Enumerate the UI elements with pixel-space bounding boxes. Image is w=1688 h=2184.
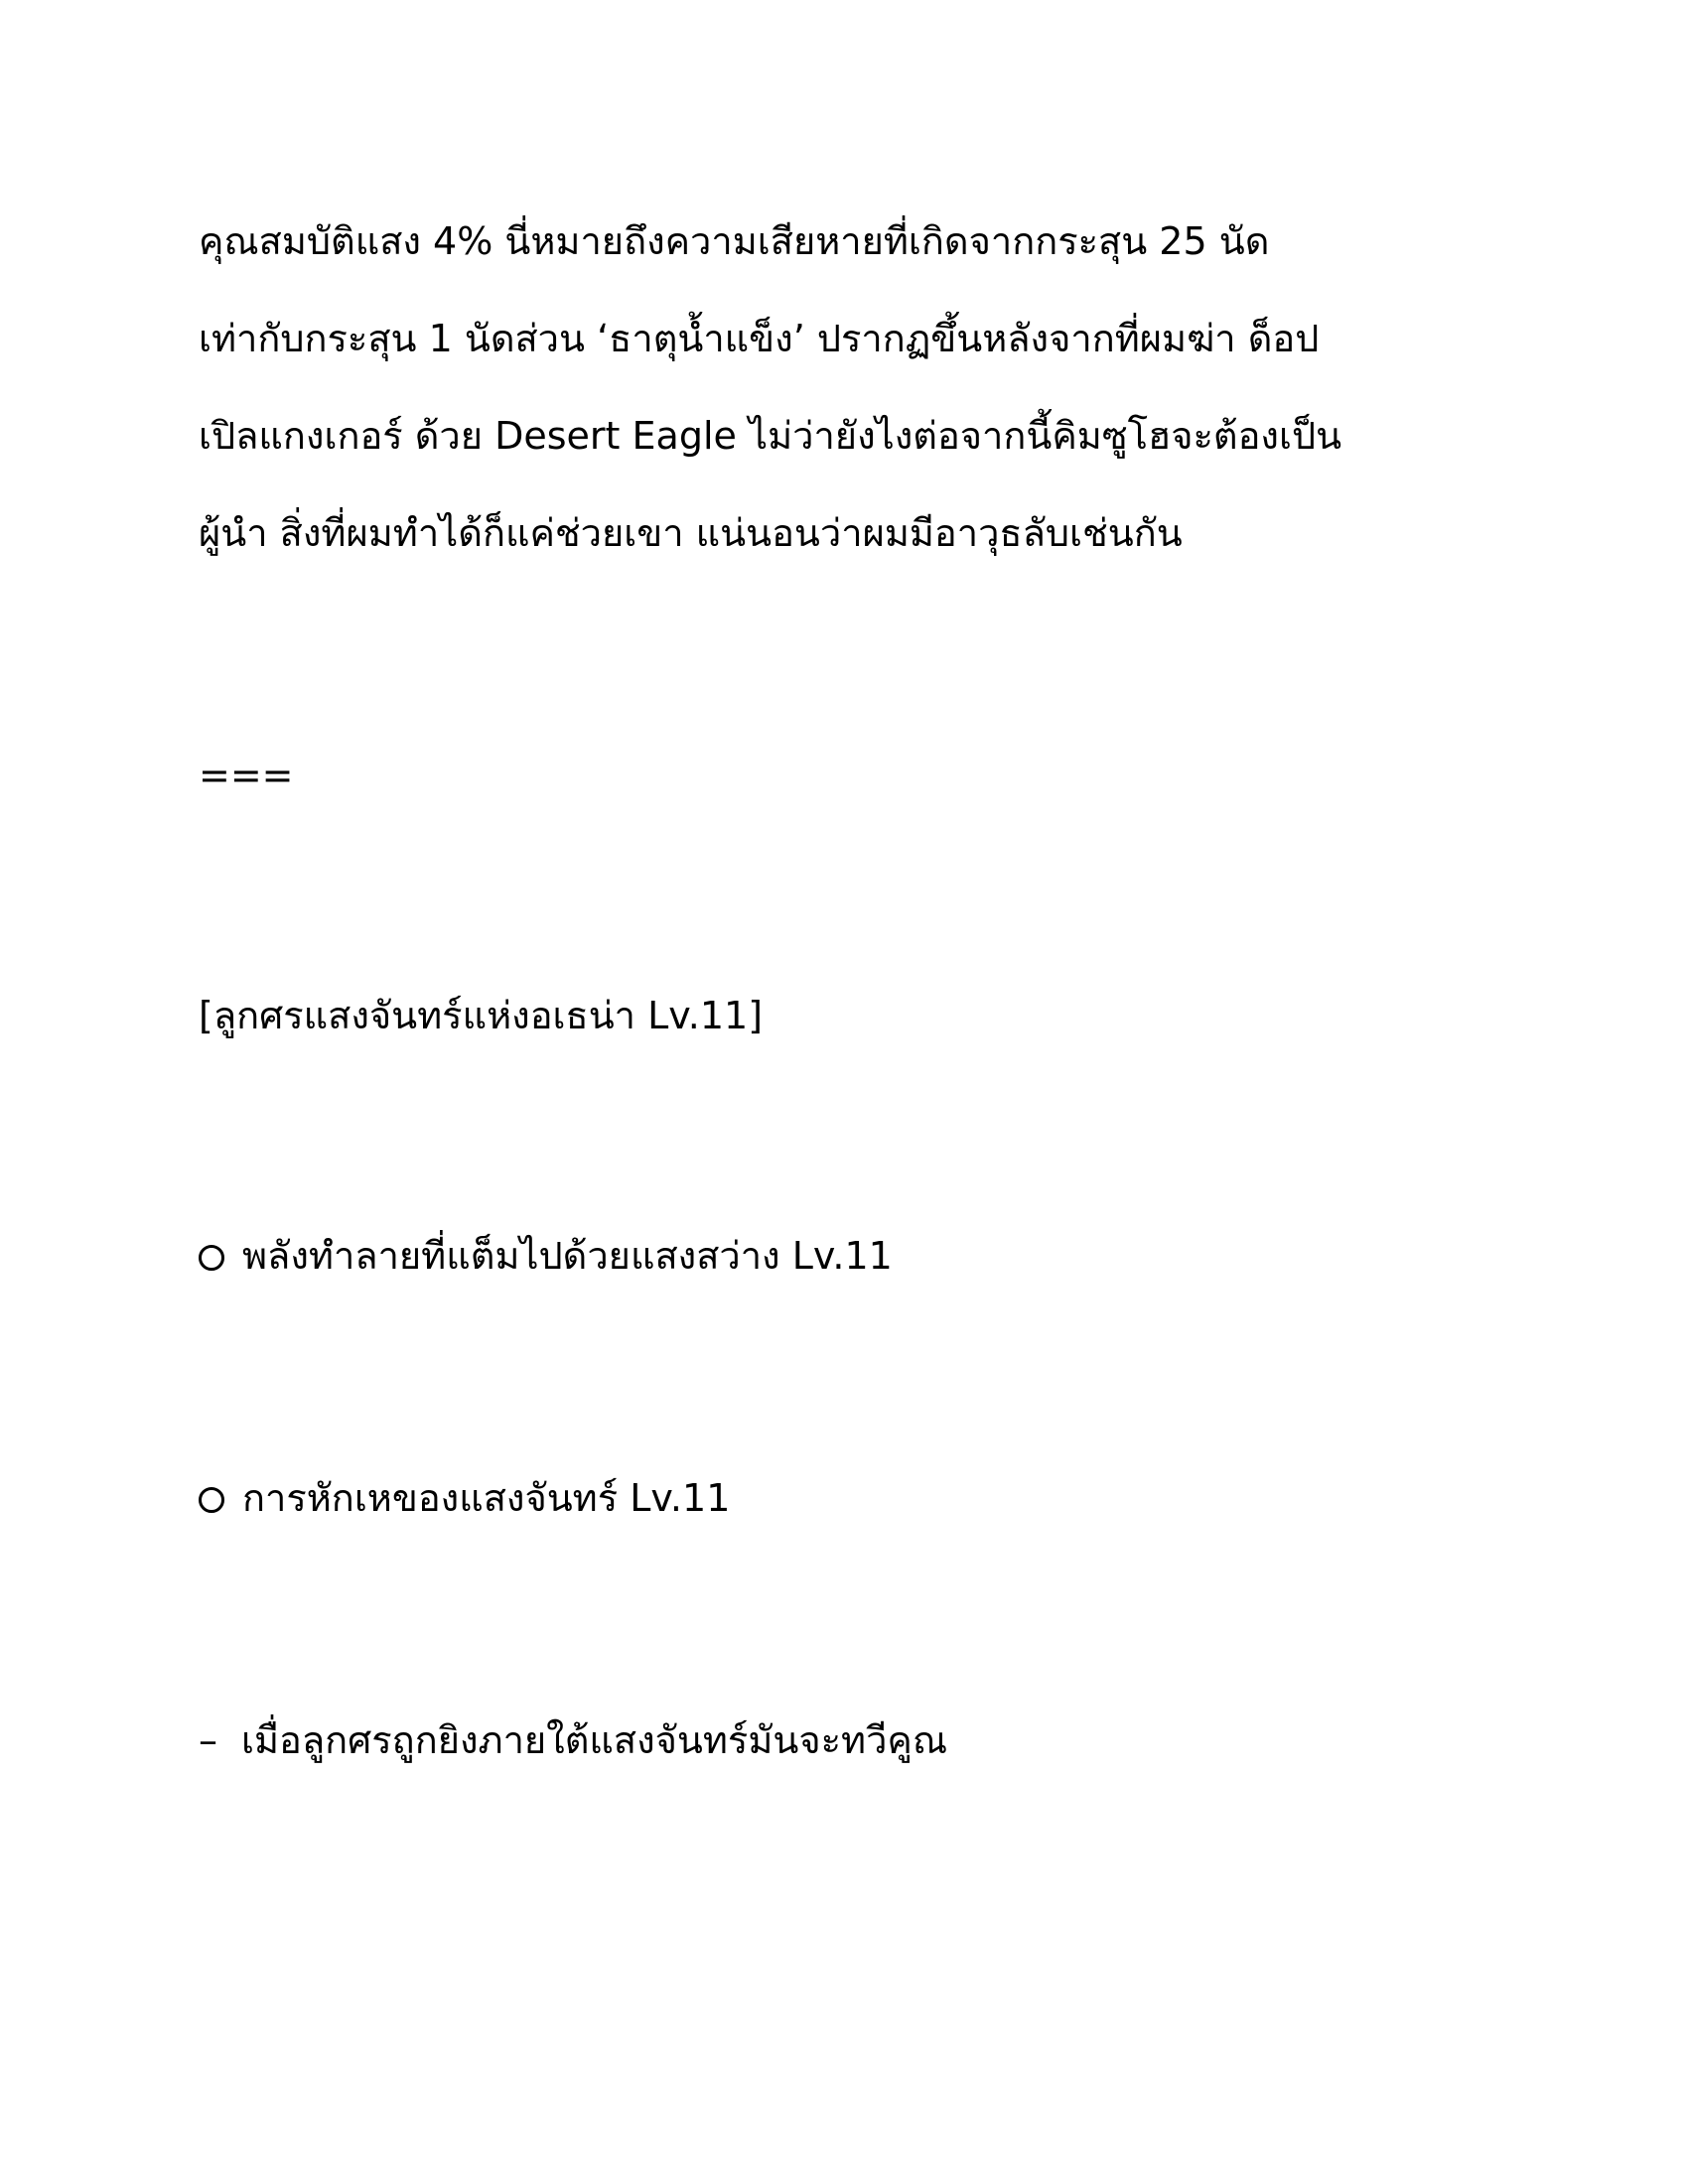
skill-item-text: การหักเหของแสงจันทร์ Lv.11 bbox=[242, 1476, 731, 1520]
paragraph-line-4: ผู้นำ สิ่งที่ผมทำได้ก็แค่ช่วยเขา แน่นอนว่าผมมีอาวุธลับเช่นกัน bbox=[199, 511, 1183, 555]
skill-note-text: เมื่อลูกศรถูกยิงภายใต้แสงจันทร์มันจะทวีคูณ bbox=[241, 1718, 948, 1762]
skill-note bbox=[199, 1715, 947, 1765]
paragraph-line-1: คุณสมบัติแสง 4% นี่หมายถึงความเสียหายที่เกิดจากกระสุน 25 นัด bbox=[199, 219, 1270, 263]
circle-bullet-icon bbox=[199, 1487, 224, 1513]
dash-marker: – bbox=[199, 1718, 217, 1762]
section-separator: === bbox=[199, 753, 294, 797]
circle-bullet-icon bbox=[199, 1245, 224, 1271]
paragraph-line-3: เปิลแกงเกอร์ ด้วย Desert Eagle ไม่ว่ายังไงต่อจากนี้คิมซูโฮจะต้องเป็น bbox=[199, 414, 1342, 458]
paragraph-line-2: เท่ากับกระสุน 1 นัดส่วน ‘ธาตุน้ำแข็ง’ ปรากฏขึ้นหลังจากที่ผมฆ่า ด็อป bbox=[199, 317, 1320, 360]
skill-title: [ลูกศรแสงจันทร์แห่งอเธน่า Lv.11] bbox=[199, 994, 764, 1037]
skill-item-text: พลังทำลายที่แต็มไปด้วยแสงสว่าง Lv.11 bbox=[242, 1234, 893, 1278]
skill-item bbox=[199, 1473, 730, 1523]
skill-item bbox=[199, 1231, 893, 1281]
